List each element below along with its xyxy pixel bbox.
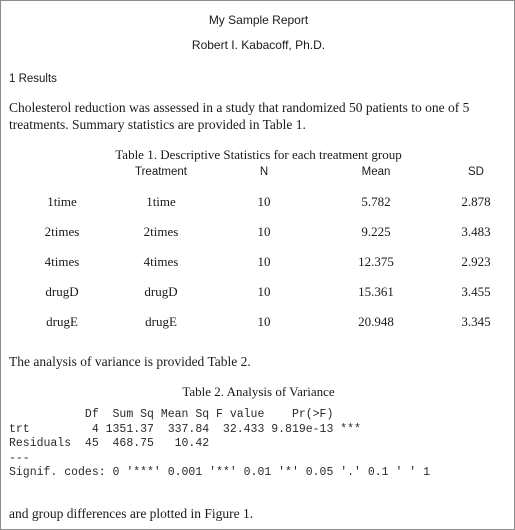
table-cell: 10 [257, 314, 271, 329]
table-cell: drugD [45, 284, 79, 299]
header-cell: Treatment [135, 166, 187, 178]
results-paragraph: Cholesterol reduction was assessed in a study that randomized 50 patients to one of 5 treatments. Summary statistics are provided in Table 1. [9, 100, 470, 132]
table-cell: drugD [144, 284, 178, 299]
table-row [1, 224, 515, 244]
table-cell: 9.225 [361, 224, 391, 239]
table-cell: 4times [143, 254, 179, 269]
table-cell: 4times [44, 254, 80, 269]
anova-line: Df Sum Sq Mean Sq F value Pr(>F) [9, 408, 361, 421]
section-heading: 1 Results [9, 73, 57, 85]
table-cell: 3.483 [461, 224, 491, 239]
anova-line: Residuals 45 468.75 10.42 [9, 437, 361, 450]
table-cell: 2.878 [461, 194, 491, 209]
anova-line: Signif. codes: 0 '***' 0.001 '**' 0.01 '*' 0.05 '.' 0.1 ' ' 1 [9, 466, 430, 479]
table-cell: 2.923 [461, 254, 491, 269]
table-cell: 3.345 [461, 314, 491, 329]
table2-caption: Table 2. Analysis of Variance [182, 384, 335, 399]
table-cell: 2times [143, 224, 179, 239]
table-cell: 10 [257, 284, 271, 299]
table-cell: drugE [145, 314, 177, 329]
table-cell: 1time [146, 194, 176, 209]
table-row [1, 284, 515, 304]
table-cell: drugE [46, 314, 78, 329]
table-cell: 20.948 [358, 314, 394, 329]
table-row [1, 254, 515, 274]
report-title: My Sample Report [208, 13, 309, 27]
table-cell: 10 [257, 254, 271, 269]
anova-line: --- [9, 451, 30, 465]
anova-line: trt 4 1351.37 337.84 32.433 9.819e-13 *** [9, 422, 361, 436]
header-cell: Mean [361, 166, 391, 178]
report-author: Robert I. Kabacoff, Ph.D. [191, 38, 326, 52]
closing-paragraph: and group differences are plotted in Figure 1. [9, 506, 254, 521]
table-cell: 3.455 [461, 284, 491, 299]
table-cell: 2times [44, 224, 80, 239]
header-cell: N [259, 166, 269, 178]
table-cell: 10 [257, 194, 271, 209]
table-row [1, 314, 515, 334]
table-cell: 10 [257, 224, 271, 239]
table-cell: 12.375 [358, 254, 394, 269]
table-row [1, 194, 515, 214]
table-cell: 1time [47, 194, 77, 209]
table-cell: 15.361 [358, 284, 394, 299]
descriptive-stats-table [1, 166, 515, 329]
header-cell: SD [468, 166, 484, 178]
anova-output [9, 408, 430, 481]
anova-intro: The analysis of variance is provided Table 2. [9, 354, 251, 369]
table-cell: 5.782 [361, 194, 391, 209]
table1-caption: Table 1. Descriptive Statistics for each treatment group [115, 147, 402, 162]
table-header-row [1, 166, 515, 186]
